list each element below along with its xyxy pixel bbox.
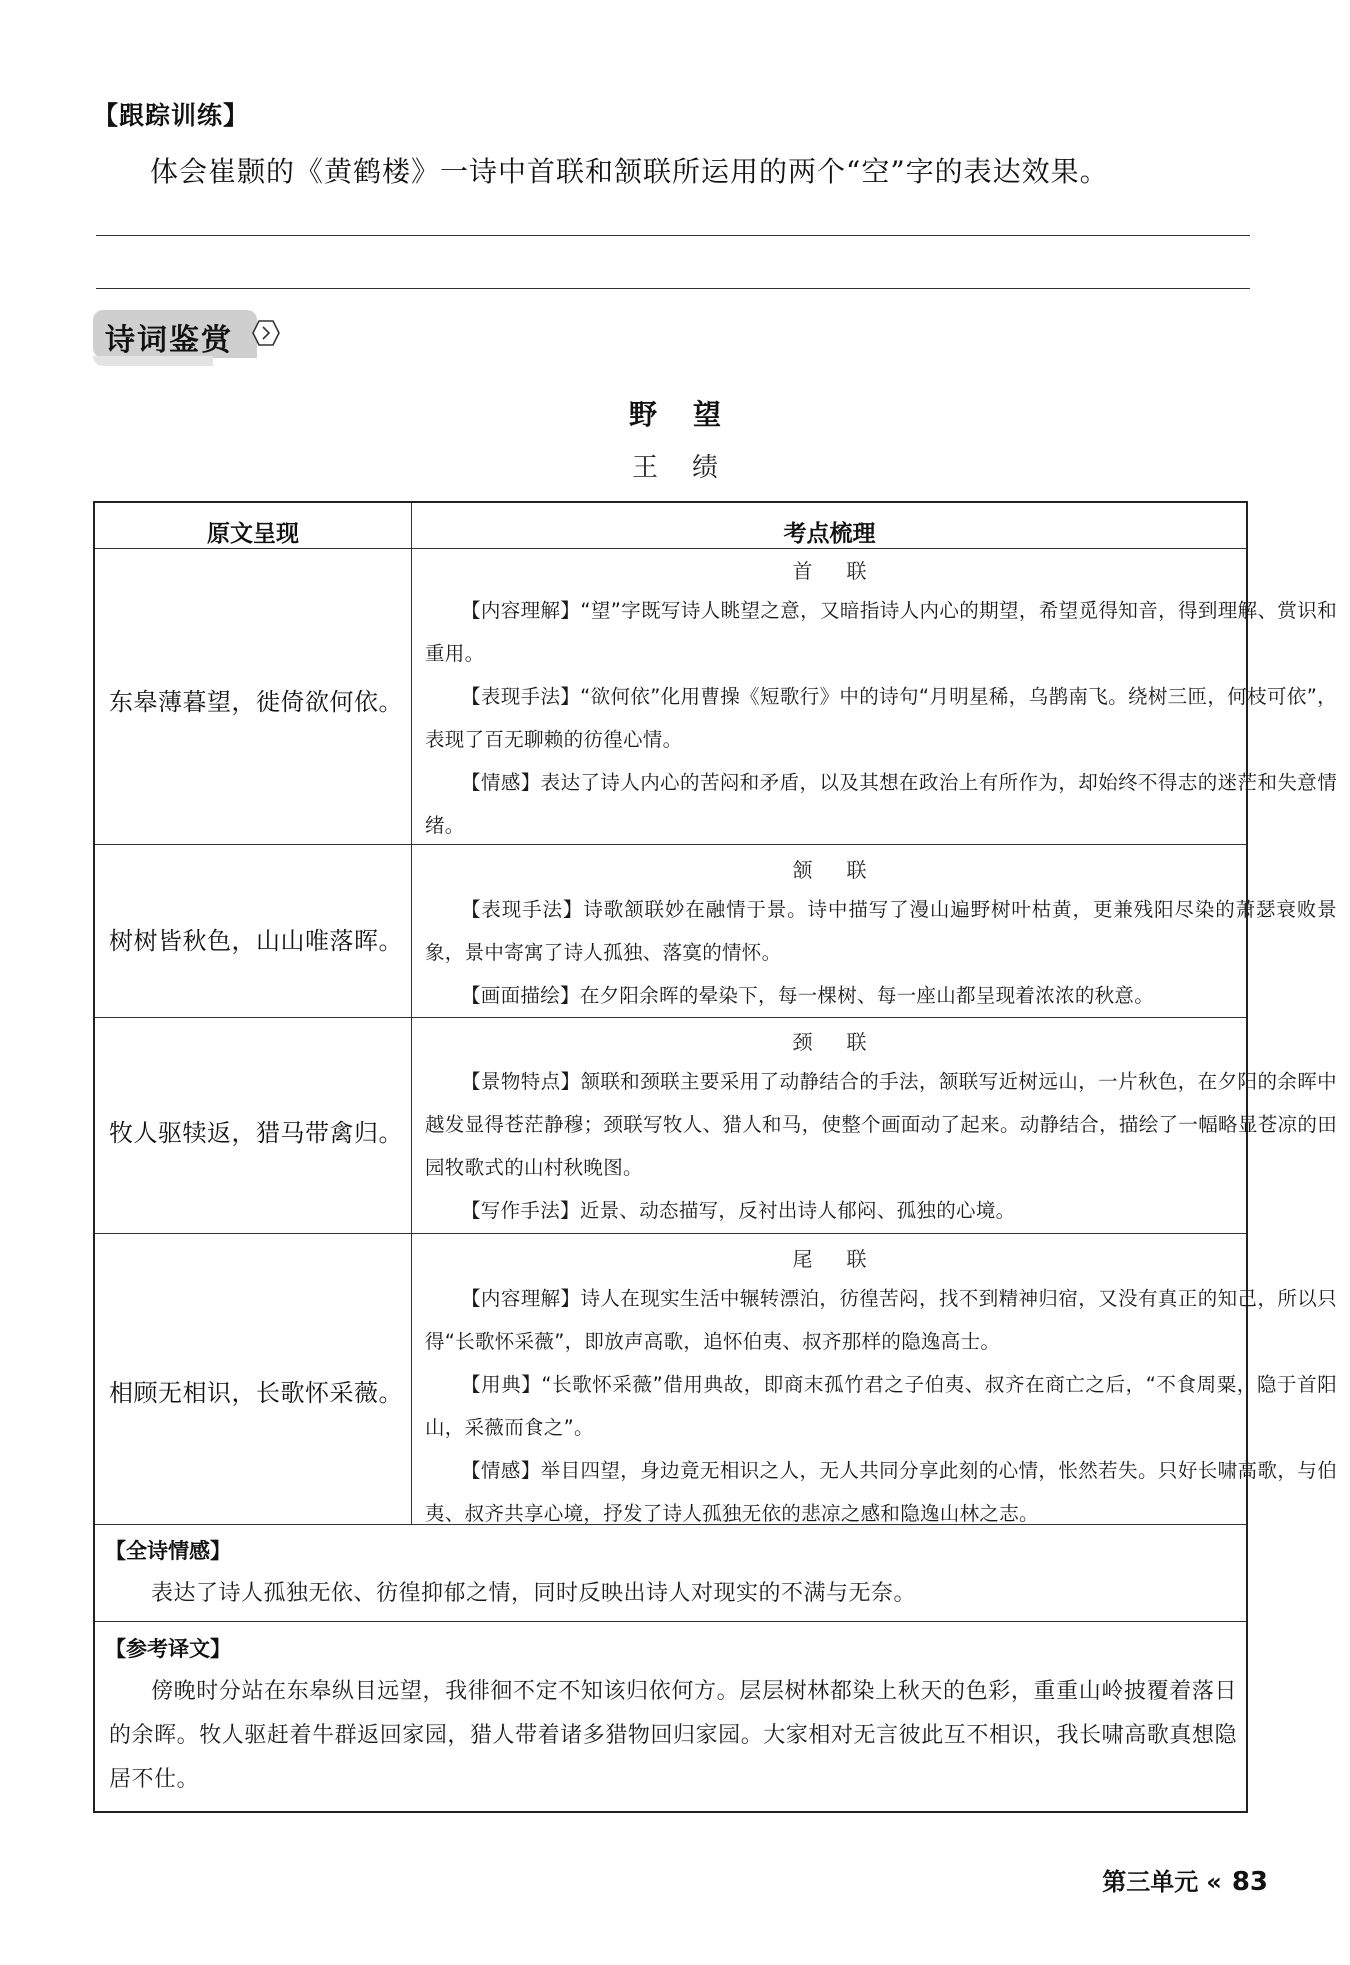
answer-line — [96, 288, 1250, 289]
header-original: 原文呈现 — [207, 521, 299, 547]
original-line: 牧人驱犊返，猎马带禽归。 — [109, 1119, 403, 1147]
section-badge-label: 诗词鉴赏 — [105, 323, 233, 358]
analysis-table — [93, 501, 1338, 1813]
row-divider — [95, 548, 1246, 549]
answer-line — [96, 235, 1250, 236]
unit-label: 第三单元 — [1102, 1868, 1199, 1896]
row-divider — [95, 1233, 1246, 1234]
point-paragraph: 【画面描绘】在夕阳余晖的晕染下，每一棵树、每一座山都呈现着浓浓的秋意。 — [461, 984, 1155, 1007]
section-title: 颔联 — [792, 858, 901, 882]
emotion-title: 【全诗情感】 — [105, 1539, 231, 1563]
point-paragraph: 【内容理解】诗人在现实生活中辗转漂泊，彷徨苦闷，找不到精神归宿，又没有真正的知己，所以只得“长歌怀采薇”，即放声高歌，追怀伯夷、叔齐那样的隐逸高士。 — [425, 1287, 1337, 1353]
point-paragraph: 【表现手法】诗歌颔联妙在融情于景。诗中描写了漫山遍野树叶枯黄，更兼残阳尽染的萧瑟衰败景象，景中寄寓了诗人孤独、落寞的情怀。 — [425, 898, 1337, 964]
tracking-question: 体会崔颢的《黄鹤楼》一诗中首联和颔联所运用的两个“空”字的表达效果。 — [150, 155, 1109, 188]
page-number: 83 — [1231, 1867, 1268, 1897]
original-line: 相顾无相识，长歌怀采薇。 — [109, 1379, 403, 1407]
section-title: 首联 — [792, 559, 901, 583]
section-title: 颈联 — [792, 1030, 901, 1054]
page-footer — [1102, 1862, 1268, 1897]
original-line: 东皋薄暮望，徙倚欲何依。 — [109, 688, 403, 716]
tracking-title: 【跟踪训练】 — [93, 101, 250, 130]
emotion-text: 表达了诗人孤独无依、彷徨抑郁之情，同时反映出诗人对现实的不满与无奈。 — [151, 1581, 917, 1606]
point-paragraph: 【用典】“长歌怀采薇”借用典故，即商末孤竹君之子伯夷、叔齐在商亡之后，“不食周粟，隐于首阳山，采薇而食之”。 — [425, 1373, 1338, 1439]
row-divider — [95, 1524, 1246, 1525]
section-badge — [93, 310, 283, 360]
row-divider — [95, 844, 1246, 845]
row-divider — [95, 1621, 1246, 1622]
point-paragraph: 【情感】举目四望，身边竟无相识之人，无人共同分享此刻的心情，怅然若失。只好长啸高歌，与伯夷、叔齐共享心境，抒发了诗人孤独无依的悲凉之感和隐逸山林之志。 — [425, 1459, 1337, 1525]
point-paragraph: 【景物特点】颔联和颈联主要采用了动静结合的手法，颔联写近树远山，一片秋色，在夕阳的余晖中越发显得苍茫静穆；颈联写牧人、猎人和马，使整个画面动了起来。动静结合，描绘了一幅略显苍凉的田园牧歌式的山村秋晚图。 — [425, 1070, 1337, 1179]
poem-author: 王绩 — [631, 453, 752, 483]
row-divider — [95, 1017, 1246, 1018]
header-points: 考点梳理 — [783, 521, 876, 547]
section-title: 尾联 — [792, 1247, 901, 1271]
point-paragraph: 【情感】表达了诗人内心的苦闷和矛盾，以及其想在政治上有所作为，却始终不得志的迷茫和失意情绪。 — [425, 771, 1337, 837]
double-chevron-left-icon: « — [1206, 1868, 1222, 1896]
point-paragraph: 【内容理解】“望”字既写诗人眺望之意，又暗指诗人内心的期望，希望觅得知音，得到理解、赏识和重用。 — [425, 599, 1337, 665]
hexagon-arrow-icon — [251, 318, 281, 348]
original-line: 树树皆秋色，山山唯落晖。 — [109, 927, 403, 955]
poem-title: 野望 — [628, 398, 757, 431]
translation-text: 傍晚时分站在东皋纵目远望，我徘徊不定不知该归依何方。层层树林都染上秋天的色彩，重重山岭披覆着落日的余晖。牧人驱赶着牛群返回家园，猎人带着诸多猎物回归家园。大家相对无言彼此互不相识，我长啸高歌真想隐居不仕。 — [109, 1679, 1237, 1792]
translation-title: 【参考译文】 — [105, 1637, 231, 1661]
point-paragraph: 【写作手法】近景、动态描写，反衬出诗人郁闷、孤独的心境。 — [461, 1199, 1016, 1222]
column-divider — [411, 503, 412, 1524]
point-paragraph: 【表现手法】“欲何依”化用曹操《短歌行》中的诗句“月明星稀，乌鹊南飞。绕树三匝，何枝可依”，表现了百无聊赖的彷徨心情。 — [425, 685, 1337, 751]
